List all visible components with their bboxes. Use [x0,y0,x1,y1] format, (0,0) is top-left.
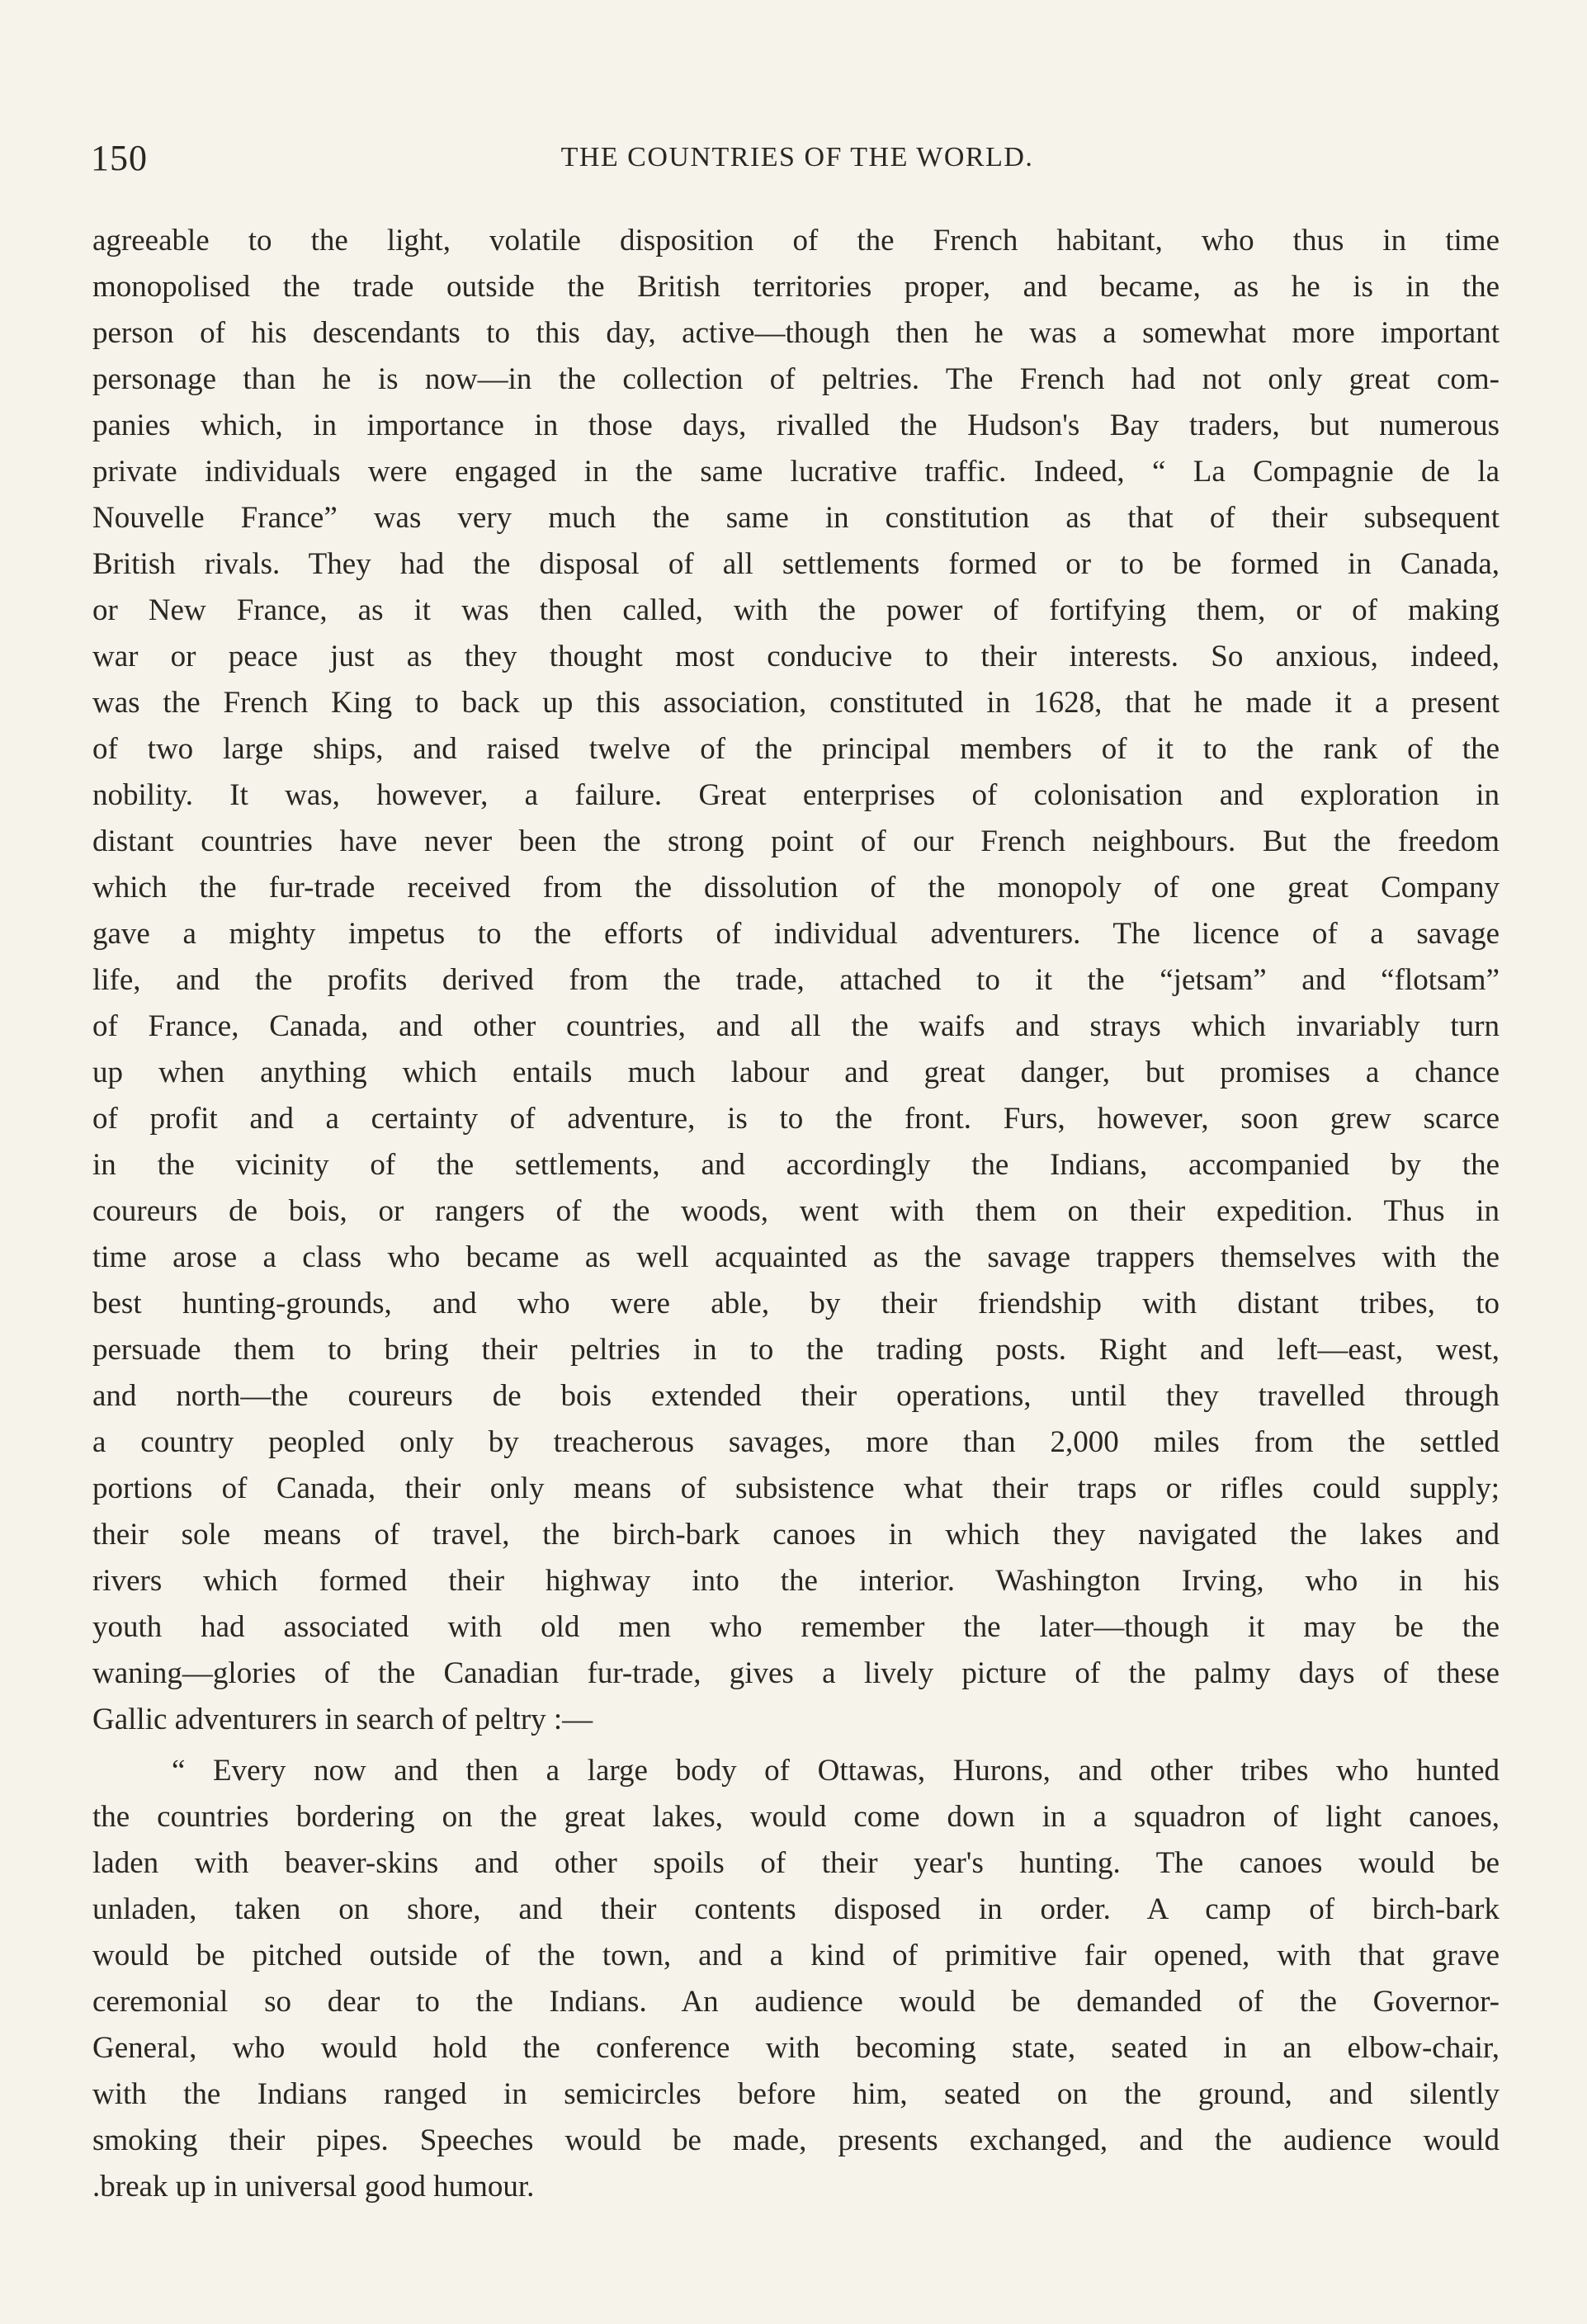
quote-line: smoking their pipes. Speeches would be made, presents exchanged, and the audience would [92,2123,1500,2157]
text-line: monopolised the trade outside the British territories proper, and became, as he is in the [92,270,1500,304]
quote-line: with the Indians ranged in semicircles before him, seated on the ground, and silently [92,2077,1500,2111]
text-line: waning—glories of the Canadian fur-trade, gives a lively picture of the palmy days of these [92,1656,1500,1690]
text-line: coureurs de bois, or rangers of the woods, went with them on their expedition. Thus in [92,1194,1500,1228]
text-line: youth had associated with old men who remember the later—though it may be the [92,1610,1500,1644]
text-line: of two large ships, and raised twelve of the principal members of it to the rank of the [92,732,1500,766]
text-line: Gallic adventurers in search of peltry :— [92,1703,593,1736]
text-line: British rivals. They had the disposal of all settlements formed or to be formed in Canada, [92,547,1500,581]
text-line: persuade them to bring their peltries in to the trading posts. Right and left—east, west, [92,1333,1500,1367]
text-line: was the French King to back up this association, constituted in 1628, that he made it a present [92,686,1500,720]
text-line: and north—the coureurs de bois extended their operations, until they travelled through [92,1379,1500,1413]
text-line: gave a mighty impetus to the efforts of individual adventurers. The licence of a savage [92,917,1500,951]
page-number: 150 [91,138,148,178]
text-line: rivers which formed their highway into the interior. Washington Irving, who in his [92,1564,1500,1598]
text-line: their sole means of travel, the birch-bark canoes in which they navigated the lakes and [92,1518,1500,1552]
quote-line: unladen, taken on shore, and their contents disposed in order. A camp of birch-bark [92,1892,1500,1926]
page-header [91,137,1504,178]
quote-line: laden with beaver-skins and other spoils of their year's hunting. The canoes would be [92,1846,1500,1880]
text-line: personage than he is now—in the collection of peltries. The French had not only great com- [92,362,1500,396]
text-line: person of his descendants to this day, active—though then he was a somewhat more important [92,316,1500,350]
text-line: which the fur-trade received from the dissolution of the monopoly of one great Company [92,871,1500,905]
quote-line: General, who would hold the conference with becoming state, seated in an elbow-chair, [92,2031,1500,2065]
text-line: Nouvelle France” was very much the same in constitution as that of their subsequent [92,501,1500,535]
text-line: best hunting-grounds, and who were able, by their friendship with distant tribes, to [92,1287,1500,1320]
quote-line: ceremonial so dear to the Indians. An audience would be demanded of the Governor- [92,1985,1500,2019]
text-line: in the vicinity of the settlements, and accordingly the Indians, accompanied by the [92,1148,1500,1182]
text-line: private individuals were engaged in the same lucrative traffic. Indeed, “ La Compagnie de la [92,455,1500,489]
running-title: THE COUNTRIES OF THE WORLD. [560,142,1034,172]
body-text [92,218,1500,2210]
quote-line: “ Every now and then a large body of Ottawas, Hurons, and other tribes who hunted [172,1754,1500,1788]
text-line: nobility. It was, however, a failure. Great enterprises of colonisation and exploration in [92,778,1500,812]
text-line: or New France, as it was then called, with the power of fortifying them, or of making [92,593,1500,627]
quote-line: .break up in universal good humour. [92,2170,535,2204]
text-line: up when anything which entails much labour and great danger, but promises a chance [92,1056,1500,1089]
quote-line: would be pitched outside of the town, and a kind of primitive fair opened, with that grave [92,1939,1500,1972]
text-line: of France, Canada, and other countries, and all the waifs and strays which invariably turn [92,1009,1500,1043]
text-line: time arose a class who became as well acquainted as the savage trappers themselves with the [92,1240,1500,1274]
text-line: portions of Canada, their only means of subsistence what their traps or rifles could supply; [92,1471,1500,1505]
text-line: war or peace just as they thought most conducive to their interests. So anxious, indeed, [92,640,1500,673]
text-line: agreeable to the light, volatile disposition of the French habitant, who thus in time [92,224,1500,257]
quote-line: the countries bordering on the great lakes, would come down in a squadron of light canoes, [92,1800,1500,1834]
text-line: panies which, in importance in those days, rivalled the Hudson's Bay traders, but numerous [92,409,1500,442]
text-line: a country peopled only by treacherous savages, more than 2,000 miles from the settled [92,1425,1500,1459]
text-line: distant countries have never been the strong point of our French neighbours. But the freedom [92,824,1500,858]
text-line: of profit and a certainty of adventure, is to the front. Furs, however, soon grew scarce [92,1102,1500,1136]
text-line: life, and the profits derived from the trade, attached to it the “jetsam” and “flotsam” [92,963,1500,997]
